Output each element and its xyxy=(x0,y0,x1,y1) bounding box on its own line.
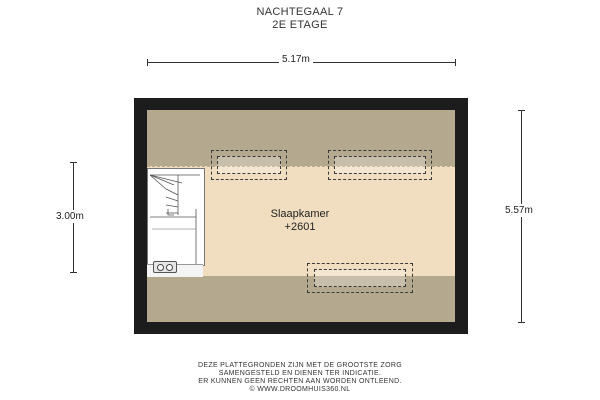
staircase xyxy=(147,168,205,266)
copyright-line: © WWW.DROOMHUIS360.NL xyxy=(249,386,351,393)
width-label: 5.17m xyxy=(279,54,313,65)
disclaimer-line-1: DEZE PLATTEGRONDEN ZIJN MET DE GROOTSTE ZORG xyxy=(198,362,402,369)
plan-address: NACHTEGAAL 7 xyxy=(256,6,344,18)
height-label: 3.00m xyxy=(56,211,84,222)
disclaimer-line-2: SAMENGESTELD EN DIENEN TER INDICATIE. xyxy=(218,370,382,377)
disclaimer-line-3: ER KUNNEN GEEN RECHTEN AAN WORDEN ONTLEEND. xyxy=(198,378,402,385)
room-name: Slaapkamer xyxy=(270,208,330,220)
plan-floor-level: 2E ETAGE xyxy=(272,19,328,31)
staircase-steps-icon xyxy=(148,169,204,265)
sink-icon xyxy=(153,261,177,273)
depth-label: 5.57m xyxy=(505,205,533,216)
room-code: +2601 xyxy=(284,221,316,233)
